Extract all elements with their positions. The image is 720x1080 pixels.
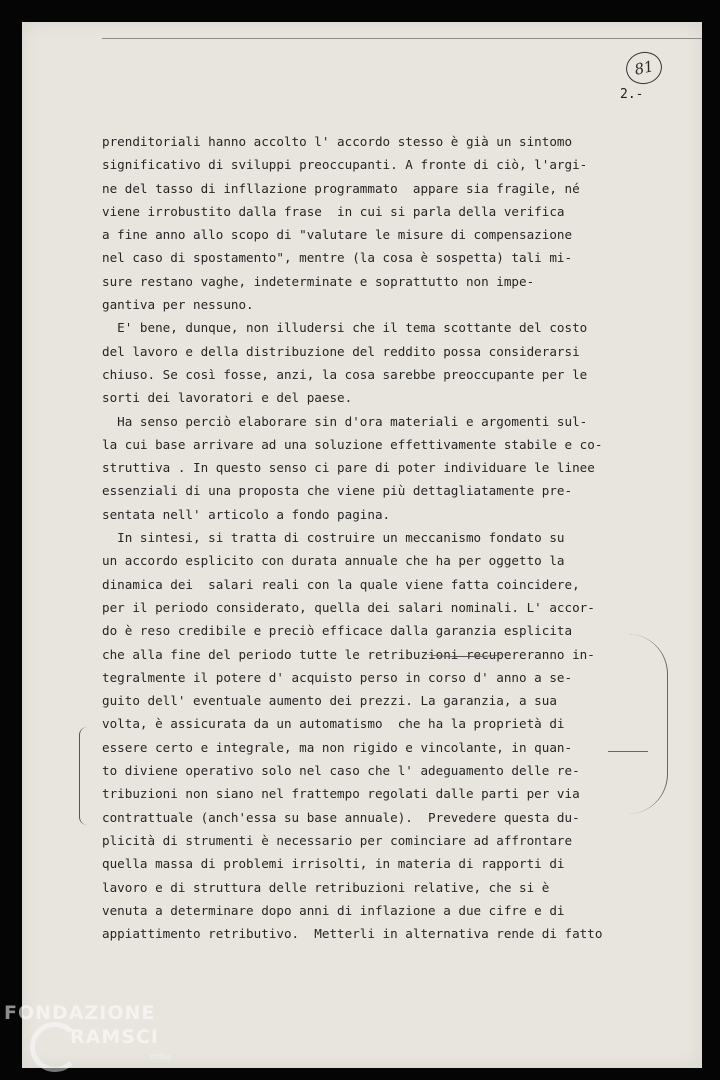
text-line: volta, è assicurata da un automatismo che ha la proprietà di — [102, 716, 565, 732]
fondazione-gramsci-watermark — [4, 1000, 204, 1076]
document-page — [22, 22, 702, 1068]
typewritten-body — [102, 130, 682, 945]
text-line: viene irrobustito dalla frase in cui si parla della verifica — [102, 203, 565, 219]
text-line: appiattimento retributivo. Metterli in alternativa rende di fatto — [102, 926, 603, 942]
text-line: significativo di sviluppi preoccupanti. A fronte di ciò, l'argi- — [102, 157, 588, 173]
text-line: gantiva per nessuno. — [102, 297, 254, 313]
text-line: to diviene operativo solo nel caso che l' adeguamento delle re- — [102, 763, 580, 779]
handwritten-margin-brace — [79, 727, 88, 825]
text-line: Ha senso perciò elaborare sin d'ora materiali e argomenti sul- — [102, 413, 588, 429]
text-line: la cui base arrivare ad una soluzione effettivamente stabile e co- — [102, 436, 603, 452]
text-line: prenditoriali hanno accolto l' accordo stesso è già un sintomo — [102, 134, 573, 149]
text-line: a fine anno allo scopo di "valutare le misure di compensazione — [102, 227, 573, 243]
page-number: 2.- — [620, 87, 644, 102]
text-line: sorti dei lavoratori e del paese. — [102, 390, 353, 406]
text-line: tegralmente il potere d' acquisto perso in corso d' anno a se- — [102, 669, 573, 685]
handwritten-margin-dash — [608, 751, 648, 752]
text-line: ne del tasso di infllazione programmato appare sia fragile, né — [102, 180, 580, 196]
text-line: lavoro e di struttura delle retribuzioni relative, che si è — [102, 879, 550, 895]
text-line: un accordo esplicito con durata annuale che ha per oggetto la — [102, 553, 565, 569]
text-line: sure restano vaghe, indeterminate e soprattutto non impe- — [102, 273, 535, 289]
text-line: In sintesi, si tratta di costruire un meccanismo fondato su — [102, 530, 565, 546]
text-line: che alla fine del periodo tutte le retribuzioni recupereranno in- — [102, 646, 595, 662]
text-line: del lavoro e della distribuzione del reddito possa considerarsi — [102, 343, 580, 359]
text-line: guito dell' eventuale aumento dei prezzi. La garanzia, a sua — [102, 693, 557, 709]
text-line: quella massa di problemi irrisolti, in materia di rapporti di — [102, 856, 565, 872]
watermark-line3: onlus — [150, 1052, 172, 1061]
watermark-line2: RAMSCI — [70, 1026, 159, 1048]
text-line: per il periodo considerato, quella dei salari nominali. L' accor- — [102, 599, 595, 615]
text-line: dinamica dei salari reali con la quale viene fatta coincidere, — [102, 576, 580, 592]
text-line: sentata nell' articolo a fondo pagina. — [102, 506, 391, 522]
handwritten-underline — [424, 646, 506, 657]
watermark-line1: FONDAZIONE — [4, 1002, 156, 1024]
text-line: essenziali di una proposta che viene più dettagliatamente pre- — [102, 483, 573, 499]
handwritten-margin-bracket — [627, 634, 668, 814]
text-line: do è reso credibile e preciò efficace dalla garanzia esplicita — [102, 623, 573, 639]
text-line: struttiva . In questo senso ci pare di poter individuare le linee — [102, 460, 595, 476]
handwritten-folio-number: 81 — [623, 49, 665, 88]
top-rule — [102, 38, 702, 39]
text-line: essere certo e integrale, ma non rigido e vincolante, in quan- — [102, 739, 573, 755]
text-line: chiuso. Se così fosse, anzi, la cosa sarebbe preoccupante per le — [102, 366, 588, 382]
text-line: plicità di strumenti è necessario per cominciare ad affrontare — [102, 832, 573, 848]
text-line: venuta a determinare dopo anni di inflazione a due cifre e di — [102, 902, 565, 918]
text-line: contrattuale (anch'essa su base annuale). Prevedere questa du- — [102, 809, 580, 825]
text-line: nel caso di spostamento", mentre (la cosa è sospetta) tali mi- — [102, 250, 573, 266]
text-line: E' bene, dunque, non illudersi che il tema scottante del costo — [102, 320, 588, 336]
text-line: tribuzioni non siano nel frattempo regolati dalle parti per via — [102, 786, 580, 802]
